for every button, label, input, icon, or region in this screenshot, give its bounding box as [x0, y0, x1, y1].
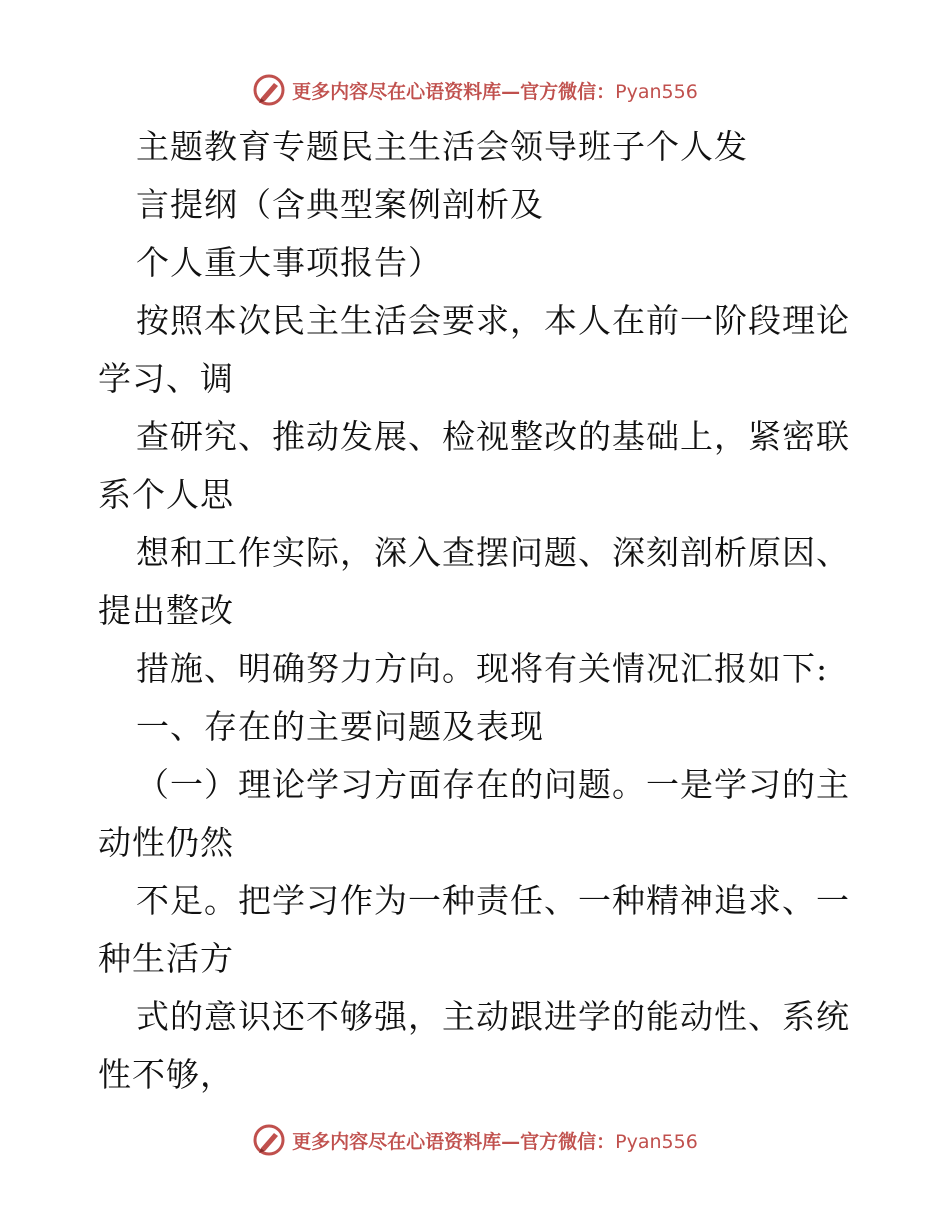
- header-watermark-wechat-id: Pyan556: [615, 80, 698, 103]
- header-watermark-inner: [252, 73, 698, 107]
- footer-watermark-inner: [252, 1123, 698, 1157]
- doc-title-line-2: 言提纲（含典型案例剖析及: [136, 185, 544, 224]
- footer-watermark: [0, 1120, 950, 1160]
- doc-text-line: 性不够，: [98, 1055, 234, 1094]
- subsection-line: （一）理论学习方面存在的问题。一是学习的主: [136, 765, 850, 804]
- section-heading: 一、存在的主要问题及表现: [136, 707, 544, 746]
- doc-text-line: 提出整改: [98, 591, 234, 630]
- doc-title-line-3: 个人重大事项报告）: [136, 243, 442, 282]
- doc-text-line: 学习、调: [98, 359, 234, 398]
- header-watermark-text: [292, 77, 698, 104]
- doc-text-line: 查研究、推动发展、检视整改的基础上，紧密联: [136, 417, 850, 456]
- footer-watermark-wechat-id: Pyan556: [615, 1130, 698, 1153]
- doc-text-line: 按照本次民主生活会要求，本人在前一阶段理论: [136, 301, 850, 340]
- footer-watermark-main: 更多内容尽在心语资料库—官方微信：: [292, 1130, 616, 1153]
- footer-watermark-text: [292, 1127, 698, 1154]
- document-body: [98, 118, 858, 1104]
- doc-text-line: 想和工作实际，深入查摆问题、深刻剖析原因、: [136, 533, 850, 572]
- doc-text-line: 措施、明确努力方向。现将有关情况汇报如下:: [136, 649, 829, 688]
- doc-text-line: 式的意识还不够强，主动跟进学的能动性、系统: [136, 997, 850, 1036]
- doc-text-line: 不足。把学习作为一种责任、一种精神追求、一: [136, 881, 850, 920]
- header-watermark: [0, 70, 950, 110]
- pen-circle-logo-icon: [252, 1123, 286, 1157]
- doc-text-line: 动性仍然: [98, 823, 234, 862]
- doc-title-line-1: 主题教育专题民主生活会领导班子个人发: [136, 127, 748, 166]
- doc-text-line: 系个人思: [98, 475, 234, 514]
- header-watermark-main: 更多内容尽在心语资料库—官方微信：: [292, 80, 616, 103]
- pen-circle-logo-icon: [252, 73, 286, 107]
- doc-text-line: 种生活方: [98, 939, 234, 978]
